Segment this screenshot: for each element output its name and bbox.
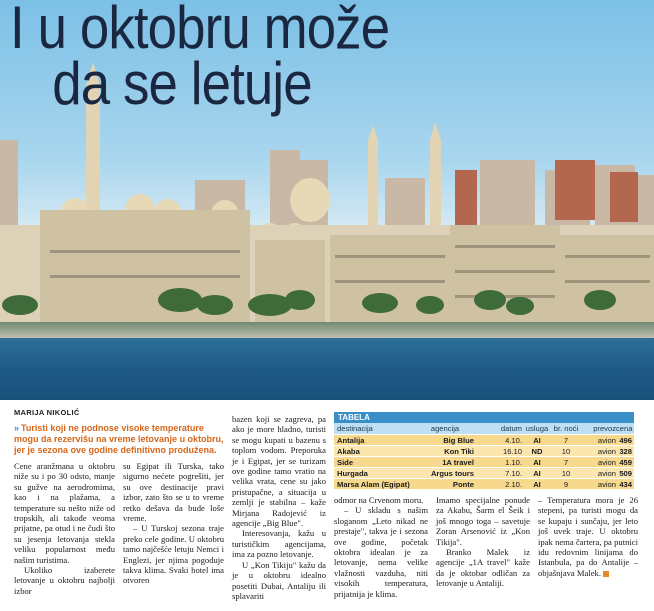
cell-destination: Side: [337, 458, 354, 467]
cell-agency: 1A travel: [442, 458, 474, 467]
table-title: TABELA: [334, 412, 634, 423]
table-body: [334, 434, 634, 489]
header-nights: br. noći: [553, 424, 579, 433]
text-column-4: [334, 495, 428, 599]
header-destination: destinacija: [337, 424, 373, 433]
paragraph: [538, 495, 638, 578]
cell-transport: avion: [597, 458, 616, 467]
paragraph: U „Kon Tikiju" kažu da je u oktobru idealno posetiti Dubai, Antaliju ili splavariti: [232, 559, 326, 601]
cell-transport: avion: [597, 436, 616, 445]
header-service: usluga: [525, 424, 549, 433]
cell-agency: Kon Tiki: [444, 447, 474, 456]
table-row: [334, 456, 634, 467]
end-of-article-square-icon: [603, 571, 609, 577]
lead-paragraph: [14, 423, 226, 456]
paragraph: su Egipat ili Turska, tako sigurno nećete pogrešiti, jer su ove destinacije pravi izbor, zato što se u to vreme retko dešava da bude loše vreme.: [123, 461, 224, 524]
double-arrow-icon: »: [14, 423, 20, 433]
cell-agency: Argus tours: [430, 469, 474, 478]
cell-destination: Akaba: [337, 447, 360, 456]
cell-transport: avion: [597, 480, 616, 489]
header-price: cena: [616, 424, 633, 433]
author-byline: MARIJA NIKOLIĆ: [14, 408, 80, 417]
paragraph: – U skladu s našim sloganom „Leto nikad ne prestaje", takva je i sezona ove godine, početak oktobra idealan je za letovanje, nema velike vlažnosti vazduha, niti visokih temperatura, prijatnija je klima.: [334, 505, 428, 599]
header-transport: prevoz: [593, 424, 616, 433]
cell-nights: 10: [561, 469, 571, 478]
paragraph: – U Turskoj sezona traje preko cele godine. U oktobru tamo najčešće letuju Nemci i Englezi, jer njima pogoduje takva klima. Svaki hotel ima otvoren: [123, 523, 224, 586]
cell-date: 16.10: [502, 447, 522, 456]
cell-agency: Ponte: [452, 480, 474, 489]
cell-price: 509: [619, 469, 632, 478]
cell-service: AI: [533, 436, 541, 445]
cell-service: AI: [533, 458, 541, 467]
cell-price: 434: [619, 480, 632, 489]
text-column-1: [14, 461, 115, 596]
cell-nights: 10: [561, 447, 571, 456]
text-column-6: [538, 495, 638, 578]
lead-text: Turisti koji ne podnose visoke temperature mogu da rezervišu na vreme letovanje u oktobru, jer je sezona ove godine definitivno produžena.: [14, 423, 224, 455]
cell-destination: Marsa Alam (Egipat): [337, 480, 410, 489]
cell-nights: 7: [563, 458, 569, 467]
price-table: [334, 412, 634, 489]
paragraph: Ukoliko izaberete letovanje u oktobru najbolji izbor: [14, 565, 115, 596]
cell-agency: Big Blue: [443, 436, 474, 445]
cell-service: AI: [533, 480, 541, 489]
cell-transport: avion: [597, 469, 616, 478]
cell-destination: Antalija: [337, 436, 365, 445]
cell-nights: 9: [563, 480, 569, 489]
table-row: [334, 445, 634, 456]
cell-transport: avion: [597, 447, 616, 456]
cell-price: 459: [619, 458, 632, 467]
paragraph: Cene aranžmana u oktobru niže su i po 30 odsto, manje su gužve na aerodromima, kao i na plažama, a temperature su nešto niže od tropskih, ali takođe veoma prijatne, pa otud i ne čudi što su jesenja letovanja stekla veliku popularnost među našim turistima.: [14, 461, 115, 565]
cell-price: 328: [619, 447, 632, 456]
headline: [10, 0, 390, 117]
cell-nights: 7: [563, 436, 569, 445]
headline-line-1: I u oktobru može: [10, 0, 390, 61]
header-agency: agencija: [430, 424, 460, 433]
table-row: [334, 467, 634, 478]
paragraph: bazen koji se zagreva, pa ako je more hladno, turisti se mogu kupati u bazenu s toplom vodom. Preporuka je i Egipat, jer se turizam ove godine tamo vratio na velika vrata, cene su jako pristupačne, a situacija u zemlji je stabilna – kaže Mirjana Radojević iz agencije „Big Blue".: [232, 414, 326, 529]
paragraph: Imamo specijalne ponude za Akabu, Šarm el Šeik i još mnogo toga – savetuje Zoran Arsenović iz „Kon Tikija".: [436, 495, 530, 547]
header-date: datum: [500, 424, 522, 433]
cell-destination: Hurgada: [337, 469, 368, 478]
paragraph: Interesovanja, kažu u turističkim agencijama, ima za pozno letovanje.: [232, 528, 326, 560]
table-header-row: [334, 423, 634, 434]
headline-line-2: da se letuje: [52, 50, 312, 117]
paragraph: odmor na Crvenom moru.: [334, 495, 424, 505]
table-row: [334, 478, 634, 489]
text-column-3: [232, 414, 326, 601]
cell-price: 496: [619, 436, 632, 445]
text-column-5: [436, 495, 530, 589]
cell-date: 2.10.: [505, 480, 522, 489]
cell-date: 1.10.: [505, 458, 522, 467]
article: [0, 400, 654, 611]
cell-service: ND: [531, 447, 543, 456]
cell-date: 7.10.: [505, 469, 522, 478]
cell-date: 4.10.: [505, 436, 522, 445]
paragraph: Branko Malek iz agencije „1A travel" kaže da je oktobar odličan za letovanje u Antaliji.: [436, 547, 530, 589]
paragraph-text: – Temperatura mora je 26 stepeni, pa turisti mogu da se kupaju i sunčaju, jer leto još uvek traje. U oktobru ipak nema čartera, pa putnici idu redovnim linijama do Istanbula, pa do Antalije – objašnjava Malek.: [538, 495, 638, 578]
sea: [0, 338, 654, 400]
text-column-2: [123, 461, 224, 586]
cell-service: AI: [533, 469, 541, 478]
table-row: [334, 434, 634, 445]
